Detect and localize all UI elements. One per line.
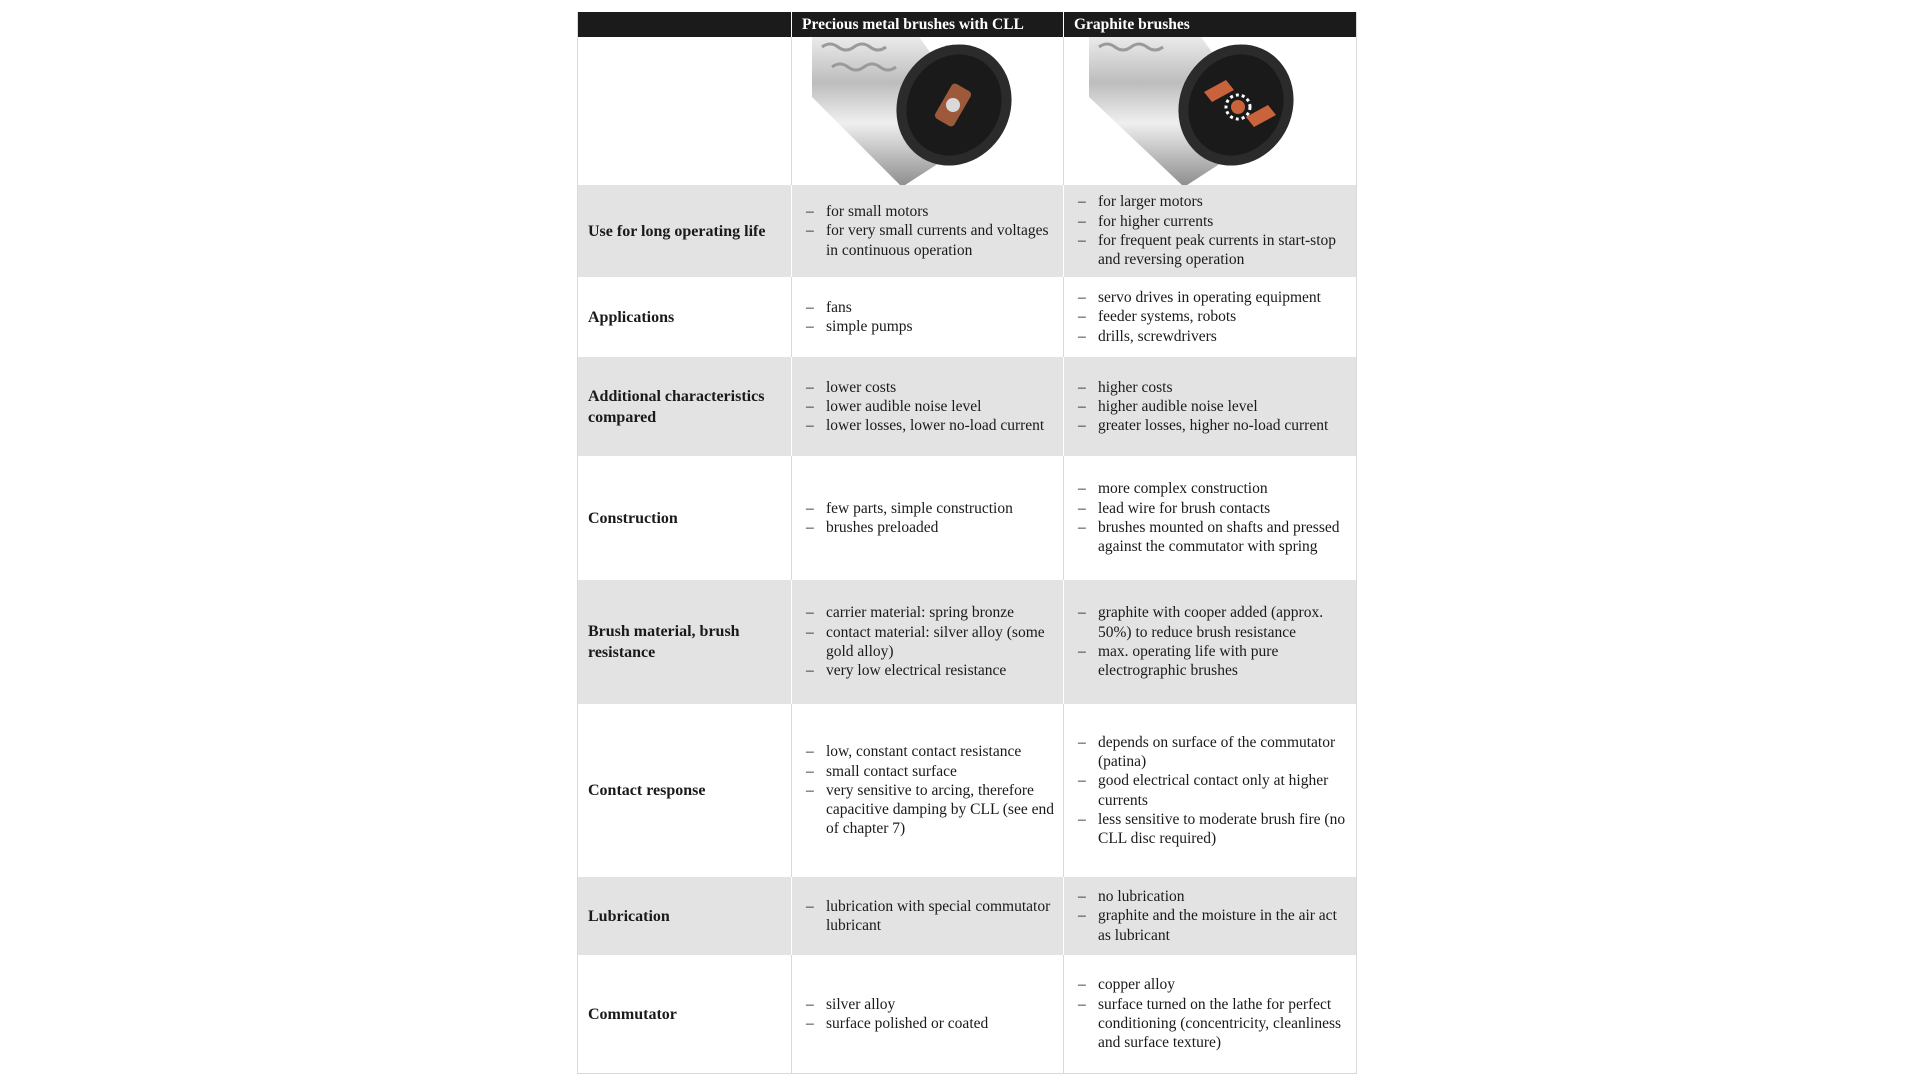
list-item: – simple pumps: [806, 317, 913, 336]
precious-list: [806, 298, 913, 337]
list-item: – lead wire for brush contacts: [1078, 499, 1348, 518]
list-item: – brushes preloaded: [806, 518, 1013, 537]
graphite-motor-image: [1063, 37, 1356, 185]
list-item: – for small motors: [806, 202, 1055, 221]
precious-list: [806, 603, 1055, 680]
list-item: – good electrical contact only at higher currents: [1078, 771, 1348, 810]
list-item: – graphite and the moisture in the air act as lubricant: [1078, 906, 1348, 945]
list-item: – small contact surface: [806, 762, 1055, 781]
list-item: – lower losses, lower no-load current: [806, 416, 1044, 435]
list-item: – silver alloy: [806, 995, 988, 1014]
graphite-cell: [1063, 580, 1356, 704]
precious-cell: [791, 357, 1063, 456]
row-label: Additional characteristics compared: [588, 387, 765, 426]
list-item: – contact material: silver alloy (some gold alloy): [806, 623, 1055, 662]
precious-cell: [791, 456, 1063, 580]
precious-list: [806, 742, 1055, 838]
precious-list: [806, 995, 988, 1034]
table-row: [578, 955, 1356, 1073]
graphite-list: [1078, 603, 1348, 680]
precious-cell: [791, 955, 1063, 1073]
graphite-cell: [1063, 877, 1356, 955]
list-item: – surface polished or coated: [806, 1014, 988, 1033]
list-item: – lubrication with special commutator lubricant: [806, 897, 1055, 936]
list-item: – higher costs: [1078, 378, 1328, 397]
row-label: Brush material, brush resistance: [588, 623, 740, 661]
list-item: – low, constant contact resistance: [806, 742, 1055, 761]
list-item: – for very small currents and voltages in continuous operation: [806, 221, 1055, 260]
header-empty: [578, 12, 791, 37]
list-item: – less sensitive to moderate brush fire (no CLL disc required): [1078, 810, 1348, 849]
graphite-list: [1078, 479, 1348, 556]
list-item: – for higher currents: [1078, 212, 1348, 231]
table-row: [578, 185, 1356, 277]
graphite-motor-illustration: [1064, 37, 1356, 185]
precious-cell: [791, 877, 1063, 955]
table-header: [578, 12, 1356, 37]
row-label: Use for long operating life: [588, 222, 766, 240]
precious-list: [806, 202, 1055, 260]
header-precious-metal: Precious metal brushes with CLL: [791, 12, 1063, 37]
precious-cell: [791, 277, 1063, 357]
graphite-cell: [1063, 277, 1356, 357]
list-item: – drills, screwdrivers: [1078, 327, 1321, 346]
table-row: [578, 456, 1356, 580]
graphite-cell: [1063, 704, 1356, 877]
list-item: – graphite with cooper added (approx. 50%) to reduce brush resistance: [1078, 603, 1348, 642]
comparison-table: [577, 12, 1357, 1074]
list-item: – for frequent peak currents in start-stop and reversing operation: [1078, 231, 1348, 270]
table-row: [578, 580, 1356, 704]
row-label: Construction: [588, 509, 678, 527]
precious-cell: [791, 704, 1063, 877]
table-row: [578, 277, 1356, 357]
image-row: [578, 37, 1356, 185]
header-graphite: Graphite brushes: [1063, 12, 1356, 37]
row-label: Commutator: [588, 1005, 677, 1023]
precious-motor-illustration: [792, 37, 1063, 185]
graphite-list: [1078, 192, 1348, 269]
list-item: – very sensitive to arcing, therefore capacitive damping by CLL (see end of chapter 7): [806, 781, 1055, 839]
list-item: – no lubrication: [1078, 887, 1348, 906]
precious-cell: [791, 580, 1063, 704]
row-label: Lubrication: [588, 907, 670, 925]
list-item: – surface turned on the lathe for perfect conditioning (concentricity, cleanliness and surface texture): [1078, 995, 1348, 1053]
graphite-cell: [1063, 955, 1356, 1073]
table-row: [578, 357, 1356, 456]
list-item: – few parts, simple construction: [806, 499, 1013, 518]
list-item: – fans: [806, 298, 913, 317]
list-item: – lower costs: [806, 378, 1044, 397]
precious-list: [806, 897, 1055, 936]
graphite-list: [1078, 975, 1348, 1052]
precious-motor-image: [791, 37, 1063, 185]
list-item: – carrier material: spring bronze: [806, 603, 1055, 622]
precious-cell: [791, 185, 1063, 277]
table-row: [578, 704, 1356, 877]
list-item: – lower audible noise level: [806, 397, 1044, 416]
list-item: – greater losses, higher no-load current: [1078, 416, 1328, 435]
list-item: – brushes mounted on shafts and pressed against the commutator with spring: [1078, 518, 1348, 557]
list-item: – depends on surface of the commutator (patina): [1078, 733, 1348, 772]
graphite-list: [1078, 288, 1321, 346]
row-label: Applications: [588, 308, 675, 326]
precious-list: [806, 499, 1013, 538]
graphite-cell: [1063, 185, 1356, 277]
graphite-list: [1078, 733, 1348, 849]
list-item: – more complex construction: [1078, 479, 1348, 498]
graphite-cell: [1063, 357, 1356, 456]
table-row: [578, 877, 1356, 955]
list-item: – servo drives in operating equipment: [1078, 288, 1321, 307]
list-item: – higher audible noise level: [1078, 397, 1328, 416]
list-item: – for larger motors: [1078, 192, 1348, 211]
list-item: – very low electrical resistance: [806, 661, 1055, 680]
graphite-list: [1078, 378, 1328, 436]
graphite-cell: [1063, 456, 1356, 580]
list-item: – feeder systems, robots: [1078, 307, 1321, 326]
list-item: – max. operating life with pure electrographic brushes: [1078, 642, 1348, 681]
image-empty-cell: [578, 37, 791, 185]
precious-list: [806, 378, 1044, 436]
row-label: Contact response: [588, 782, 706, 799]
graphite-list: [1078, 887, 1348, 945]
list-item: – copper alloy: [1078, 975, 1348, 994]
